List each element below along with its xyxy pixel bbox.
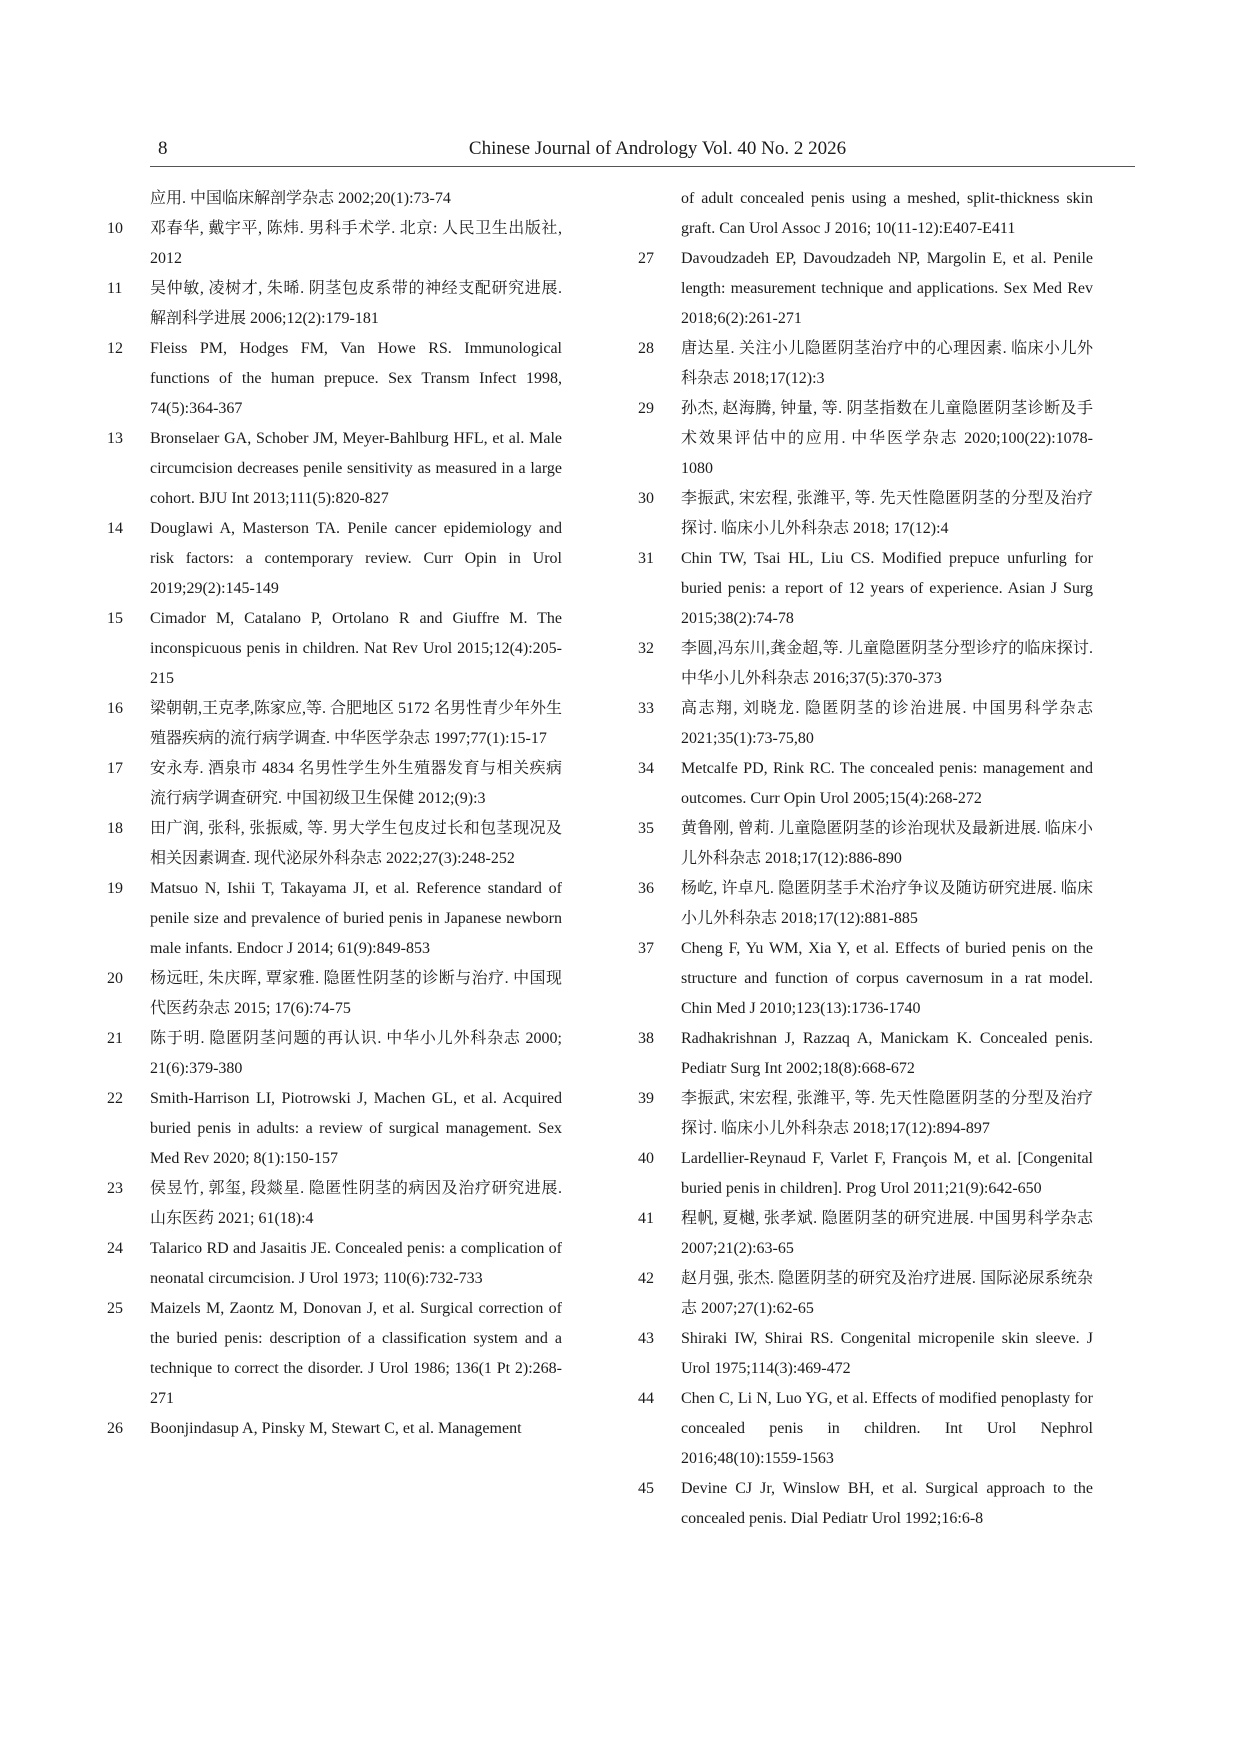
reference-number: 25 [107,1300,123,1317]
reference-entry [638,934,1093,1024]
reference-entry [638,184,1093,244]
reference-number: 16 [107,700,123,717]
reference-entry [107,184,562,214]
reference-number: 27 [638,250,654,267]
reference-number: 21 [107,1030,123,1047]
reference-number: 15 [107,610,123,627]
reference-entry [107,754,562,814]
reference-entry [638,1084,1093,1144]
reference-text: Lardellier-Reynaud F, Varlet F, François M, et al. [Congenital buried penis in children]. Prog Urol 2011;21(9):642-650 [681,1150,1093,1197]
reference-text: 杨屹, 许卓凡. 隐匿阴茎手术治疗争议及随访研究进展. 临床小儿外科杂志 2018;17(12):881-885 [681,880,1093,927]
reference-number: 19 [107,880,123,897]
reference-entry [107,964,562,1024]
reference-entry [638,874,1093,934]
running-header [150,136,1135,167]
reference-text: 侯昱竹, 郭玺, 段燚星. 隐匿性阴茎的病因及治疗研究进展. 山东医药 2021; 61(18):4 [150,1180,562,1227]
reference-text: Smith-Harrison LI, Piotrowski J, Machen GL, et al. Acquired buried penis in adults: a review of surgical management. Sex Med Rev 2020; 8(1):150-157 [150,1090,562,1167]
reference-entry [107,334,562,424]
reference-number: 13 [107,430,123,447]
reference-entry [638,1324,1093,1384]
reference-text: Davoudzadeh EP, Davoudzadeh NP, Margolin E, et al. Penile length: measurement technique and applications. Sex Med Rev 2018;6(2):261-271 [681,250,1093,327]
reference-entry [107,1084,562,1174]
reference-number: 35 [638,820,654,837]
reference-entry [107,1024,562,1084]
reference-text: Cimador M, Catalano P, Ortolano R and Giuffre M. The inconspicuous penis in children. Nat Rev Urol 2015;12(4):205-215 [150,610,562,687]
reference-text: Bronselaer GA, Schober JM, Meyer-Bahlburg HFL, et al. Male circumcision decreases penile sensitivity as measured in a large cohort. BJU Int 2013;111(5):820-827 [150,430,562,507]
reference-text: 杨远旺, 朱庆晖, 覃家雅. 隐匿性阴茎的诊断与治疗. 中国现代医药杂志 2015; 17(6):74-75 [150,970,562,1017]
reference-entry [107,604,562,694]
reference-text: 黄鲁刚, 曾莉. 儿童隐匿阴茎的诊治现状及最新进展. 临床小儿外科杂志 2018;17(12):886-890 [681,820,1093,867]
reference-text: 李振武, 宋宏程, 张潍平, 等. 先天性隐匿阴茎的分型及治疗探讨. 临床小儿外科杂志 2018;17(12):894-897 [681,1090,1093,1137]
reference-entry [638,484,1093,544]
reference-number: 18 [107,820,123,837]
reference-number: 44 [638,1390,654,1407]
reference-entry [638,1204,1093,1264]
reference-entry [638,1144,1093,1204]
reference-entry [107,214,562,274]
reference-entry [638,394,1093,484]
reference-entry [107,1414,562,1444]
reference-text: Radhakrishnan J, Razzaq A, Manickam K. Concealed penis. Pediatr Surg Int 2002;18(8):668-672 [681,1030,1093,1077]
reference-text: 安永寿. 酒泉市 4834 名男性学生外生殖器发育与相关疾病流行病学调查研究. 中国初级卫生保健 2012;(9):3 [150,760,562,807]
reference-text: 李圆,冯东川,龚金超,等. 儿童隐匿阴茎分型诊疗的临床探讨. 中华小儿外科杂志 2016;37(5):370-373 [681,640,1093,687]
reference-text: 田广润, 张科, 张振威, 等. 男大学生包皮过长和包茎现况及相关因素调查. 现代泌尿外科杂志 2022;27(3):248-252 [150,820,562,867]
reference-text: 梁朝朝,王克孝,陈家应,等. 合肥地区 5172 名男性青少年外生殖器疾病的流行病学调查. 中华医学杂志 1997;77(1):15-17 [150,700,563,747]
reference-text: Boonjindasup A, Pinsky M, Stewart C, et al. Management [150,1420,522,1437]
reference-number: 28 [638,340,654,357]
reference-number: 23 [107,1180,123,1197]
reference-entry [638,1384,1093,1474]
reference-entry [638,244,1093,334]
reference-number: 10 [107,220,123,237]
reference-text: 应用. 中国临床解剖学杂志 2002;20(1):73-74 [150,190,451,207]
reference-number: 20 [107,970,123,987]
reference-text: Talarico RD and Jasaitis JE. Concealed penis: a complication of neonatal circumcision. J Urol 1973; 110(6):732-733 [150,1240,562,1287]
reference-entry [638,814,1093,874]
reference-entry [107,814,562,874]
reference-text: 吴仲敏, 凌树才, 朱晞. 阴茎包皮系带的神经支配研究进展. 解剖科学进展 2006;12(2):179-181 [150,280,562,327]
reference-text: Shiraki IW, Shirai RS. Congenital micropenile skin sleeve. J Urol 1975;114(3):469-472 [681,1330,1093,1377]
reference-number: 45 [638,1480,654,1497]
reference-text: Chen C, Li N, Luo YG, et al. Effects of modified penoplasty for concealed penis in children. Int Urol Nephrol 2016;48(10):1559-1563 [681,1390,1093,1467]
reference-text: Metcalfe PD, Rink RC. The concealed penis: management and outcomes. Curr Opin Urol 2005;15(4):268-272 [681,760,1093,807]
reference-number: 41 [638,1210,654,1227]
reference-entry [638,334,1093,394]
reference-number: 17 [107,760,123,777]
reference-entry [638,544,1093,634]
reference-entry [638,754,1093,814]
reference-text: 邓春华, 戴宇平, 陈炜. 男科手术学. 北京: 人民卫生出版社, 2012 [150,220,562,267]
reference-number: 36 [638,880,654,897]
reference-entry [638,694,1093,754]
reference-text: 高志翔, 刘晓龙. 隐匿阴茎的诊治进展. 中国男科学杂志 2021;35(1):73-75,80 [681,700,1093,747]
reference-text: Maizels M, Zaontz M, Donovan J, et al. Surgical correction of the buried penis: description of a classification system and a technique to correct the disorder. J Urol 1986; 136(1 Pt 2):268-271 [150,1300,562,1407]
reference-entry [107,1234,562,1294]
reference-entry [638,1024,1093,1084]
reference-entry [107,1174,562,1234]
reference-entry [107,1294,562,1414]
reference-number: 40 [638,1150,654,1167]
reference-number: 11 [107,280,123,297]
reference-number: 31 [638,550,654,567]
reference-text: Chin TW, Tsai HL, Liu CS. Modified prepuce unfurling for buried penis: a report of 12 years of experience. Asian J Surg 2015;38(2):74-78 [681,550,1093,627]
reference-number: 12 [107,340,123,357]
reference-text: 程帆, 夏樾, 张孝斌. 隐匿阴茎的研究进展. 中国男科学杂志 2007;21(2):63-65 [681,1210,1093,1257]
reference-text: 唐达星. 关注小儿隐匿阴茎治疗中的心理因素. 临床小儿外科杂志 2018;17(12):3 [681,340,1093,387]
reference-number: 22 [107,1090,123,1107]
reference-text: Devine CJ Jr, Winslow BH, et al. Surgical approach to the concealed penis. Dial Pediatr Urol 1992;16:6-8 [681,1480,1093,1527]
reference-number: 43 [638,1330,654,1347]
references-right-column [638,184,1093,1534]
reference-number: 26 [107,1420,123,1437]
reference-text: 李振武, 宋宏程, 张潍平, 等. 先天性隐匿阴茎的分型及治疗探讨. 临床小儿外科杂志 2018; 17(12):4 [681,490,1093,537]
reference-entry [107,514,562,604]
reference-number: 33 [638,700,654,717]
reference-entry [107,424,562,514]
references-left-column [107,184,562,1444]
reference-number: 30 [638,490,654,507]
reference-text: of adult concealed penis using a meshed, split-thickness skin graft. Can Urol Assoc J 2016; 10(11-12):E407-E411 [681,190,1093,237]
reference-number: 34 [638,760,654,777]
reference-number: 24 [107,1240,123,1257]
reference-text: 孙杰, 赵海腾, 钟量, 等. 阴茎指数在儿童隐匿阴茎诊断及手术效果评估中的应用. 中华医学杂志 2020;100(22):1078-1080 [681,400,1093,477]
reference-text: Matsuo N, Ishii T, Takayama JI, et al. Reference standard of penile size and prevalence of buried penis in Japanese newborn male infants. Endocr J 2014; 61(9):849-853 [150,880,562,957]
reference-entry [107,274,562,334]
reference-number: 37 [638,940,654,957]
reference-number: 39 [638,1090,654,1107]
reference-text: 赵月强, 张杰. 隐匿阴茎的研究及治疗进展. 国际泌尿系统杂志 2007;27(1):62-65 [681,1270,1093,1317]
reference-entry [107,874,562,964]
journal-title: Chinese Journal of Andrology Vol. 40 No. 2 2026 [468,138,847,159]
reference-text: 陈于明. 隐匿阴茎问题的再认识. 中华小儿外科杂志 2000; 21(6):379-380 [150,1030,562,1077]
reference-entry [638,634,1093,694]
reference-text: Fleiss PM, Hodges FM, Van Howe RS. Immunological functions of the human prepuce. Sex Transm Infect 1998, 74(5):364-367 [150,340,562,417]
reference-number: 42 [638,1270,654,1287]
reference-text: Douglawi A, Masterson TA. Penile cancer epidemiology and risk factors: a contemporary review. Curr Opin in Urol 2019;29(2):145-149 [150,520,562,597]
reference-number: 14 [107,520,123,537]
reference-entry [638,1474,1093,1534]
reference-number: 32 [638,640,654,657]
reference-text: Cheng F, Yu WM, Xia Y, et al. Effects of buried penis on the structure and function of corpus cavernosum in a rat model. Chin Med J 2010;123(13):1736-1740 [681,940,1093,1017]
page-number: 8 [158,138,168,159]
reference-entry [107,694,562,754]
reference-entry [638,1264,1093,1324]
reference-number: 38 [638,1030,654,1047]
reference-number: 29 [638,400,654,417]
